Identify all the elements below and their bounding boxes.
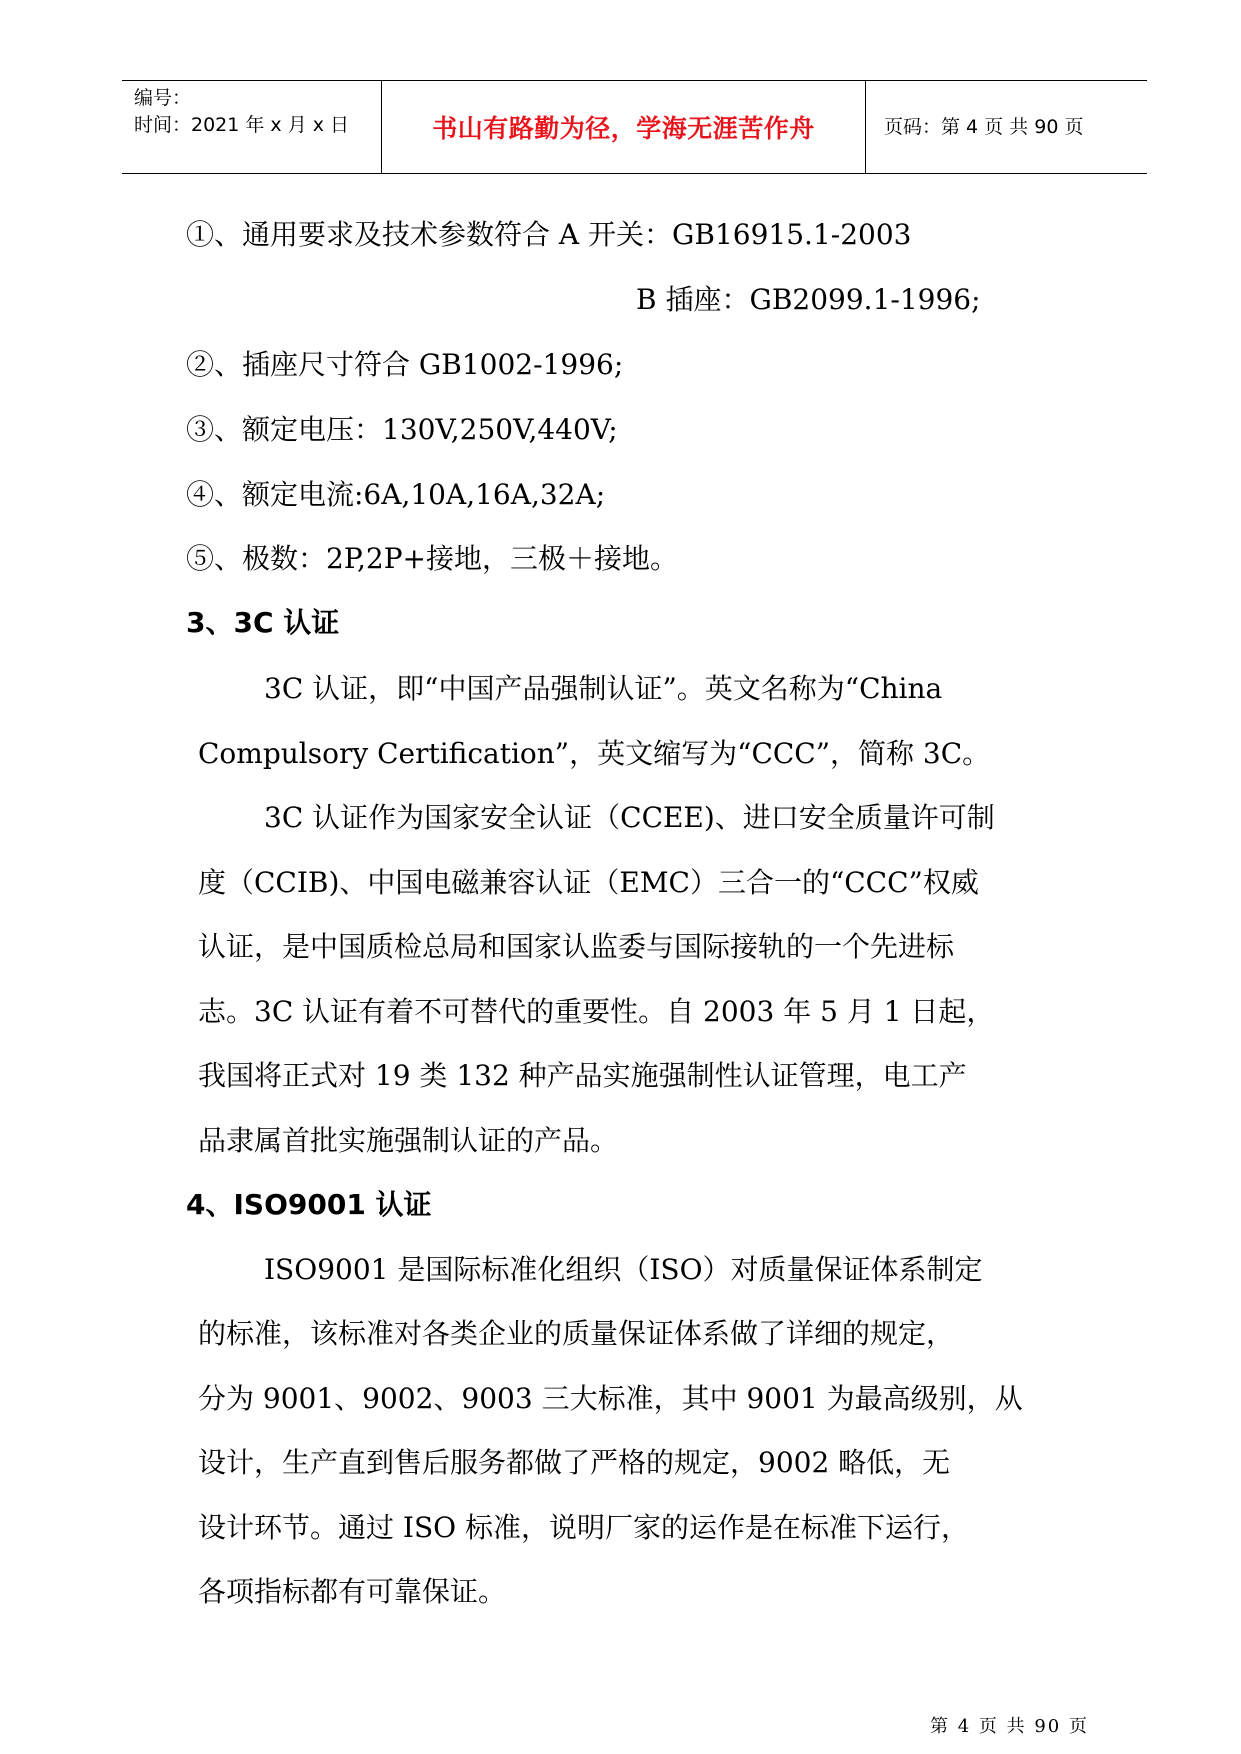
header-page-cell	[866, 81, 1147, 173]
section-3-para2-line: 认证，是中国质检总局和国家认监委与国际接轨的一个先进标	[198, 930, 955, 963]
section-4-para-line: 分为 9001、9002、9003 三大标准，其中 9001 为最高级别，从	[198, 1382, 1023, 1415]
page-footer: 第 4 页 共 90 页	[930, 1716, 1089, 1737]
header-motto-cell	[382, 81, 866, 173]
requirement-1: ①、通用要求及技术参数符合 A 开关：GB16915.1-2003	[186, 218, 912, 251]
section-3-para2-line: 度（CCIB)、中国电磁兼容认证（EMC）三合一的“CCC”权威	[198, 866, 979, 899]
section-4-para-line: 各项指标都有可靠保证。	[198, 1575, 507, 1608]
requirement-3: ③、额定电压：130V,250V,440V;	[186, 413, 618, 446]
section-3-para2-line: 我国将正式对 19 类 132 种产品实施强制性认证管理，电工产	[198, 1059, 967, 1092]
section-3-para1-line: 3C 认证，即“中国产品强制认证”。英文名称为“China	[264, 672, 943, 705]
section-3-para1-line: Compulsory Certification”，英文缩写为“CCC”，简称 3C。	[198, 737, 991, 770]
serial-number-label: 编号：	[134, 87, 192, 109]
section-3-para2-line: 志。3C 认证有着不可替代的重要性。自 2003 年 5 月 1 日起，	[198, 995, 995, 1028]
page-header	[122, 80, 1147, 174]
requirement-4: ④、额定电流:6A,10A,16A,32A;	[186, 478, 606, 511]
requirement-5: ⑤、极数：2P,2P+接地，三极＋接地。	[186, 542, 678, 575]
section-4-para-line: 的标准，该标准对各类企业的质量保证体系做了详细的规定，	[198, 1317, 955, 1350]
section-4-para-line: 设计，生产直到售后服务都做了严格的规定，9002 略低，无	[198, 1446, 951, 1479]
section-4-heading: 4、ISO9001 认证	[186, 1188, 432, 1221]
section-3-para2-line: 品隶属首批实施强制认证的产品。	[198, 1124, 619, 1157]
requirement-2: ②、插座尺寸符合 GB1002-1996;	[186, 348, 624, 381]
header-page-info: 页码：第 4 页 共 90 页	[884, 116, 1084, 138]
section-3-para2-line: 3C 认证作为国家安全认证（CCEE)、进口安全质量许可制	[264, 801, 995, 834]
section-4-para-line: ISO9001 是国际标准化组织（ISO）对质量保证体系制定	[264, 1253, 983, 1286]
section-4-para-line: 设计环节。通过 ISO 标准，说明厂家的运作是在标准下运行，	[198, 1511, 970, 1544]
header-meta-cell	[122, 81, 382, 173]
header-motto: 书山有路勤为径，学海无涯苦作舟	[432, 114, 815, 143]
section-3-heading: 3、3C 认证	[186, 606, 340, 639]
date-label: 时间：2021 年 x 月 x 日	[134, 114, 350, 136]
requirement-1b: B 插座：GB2099.1-1996;	[636, 283, 981, 316]
